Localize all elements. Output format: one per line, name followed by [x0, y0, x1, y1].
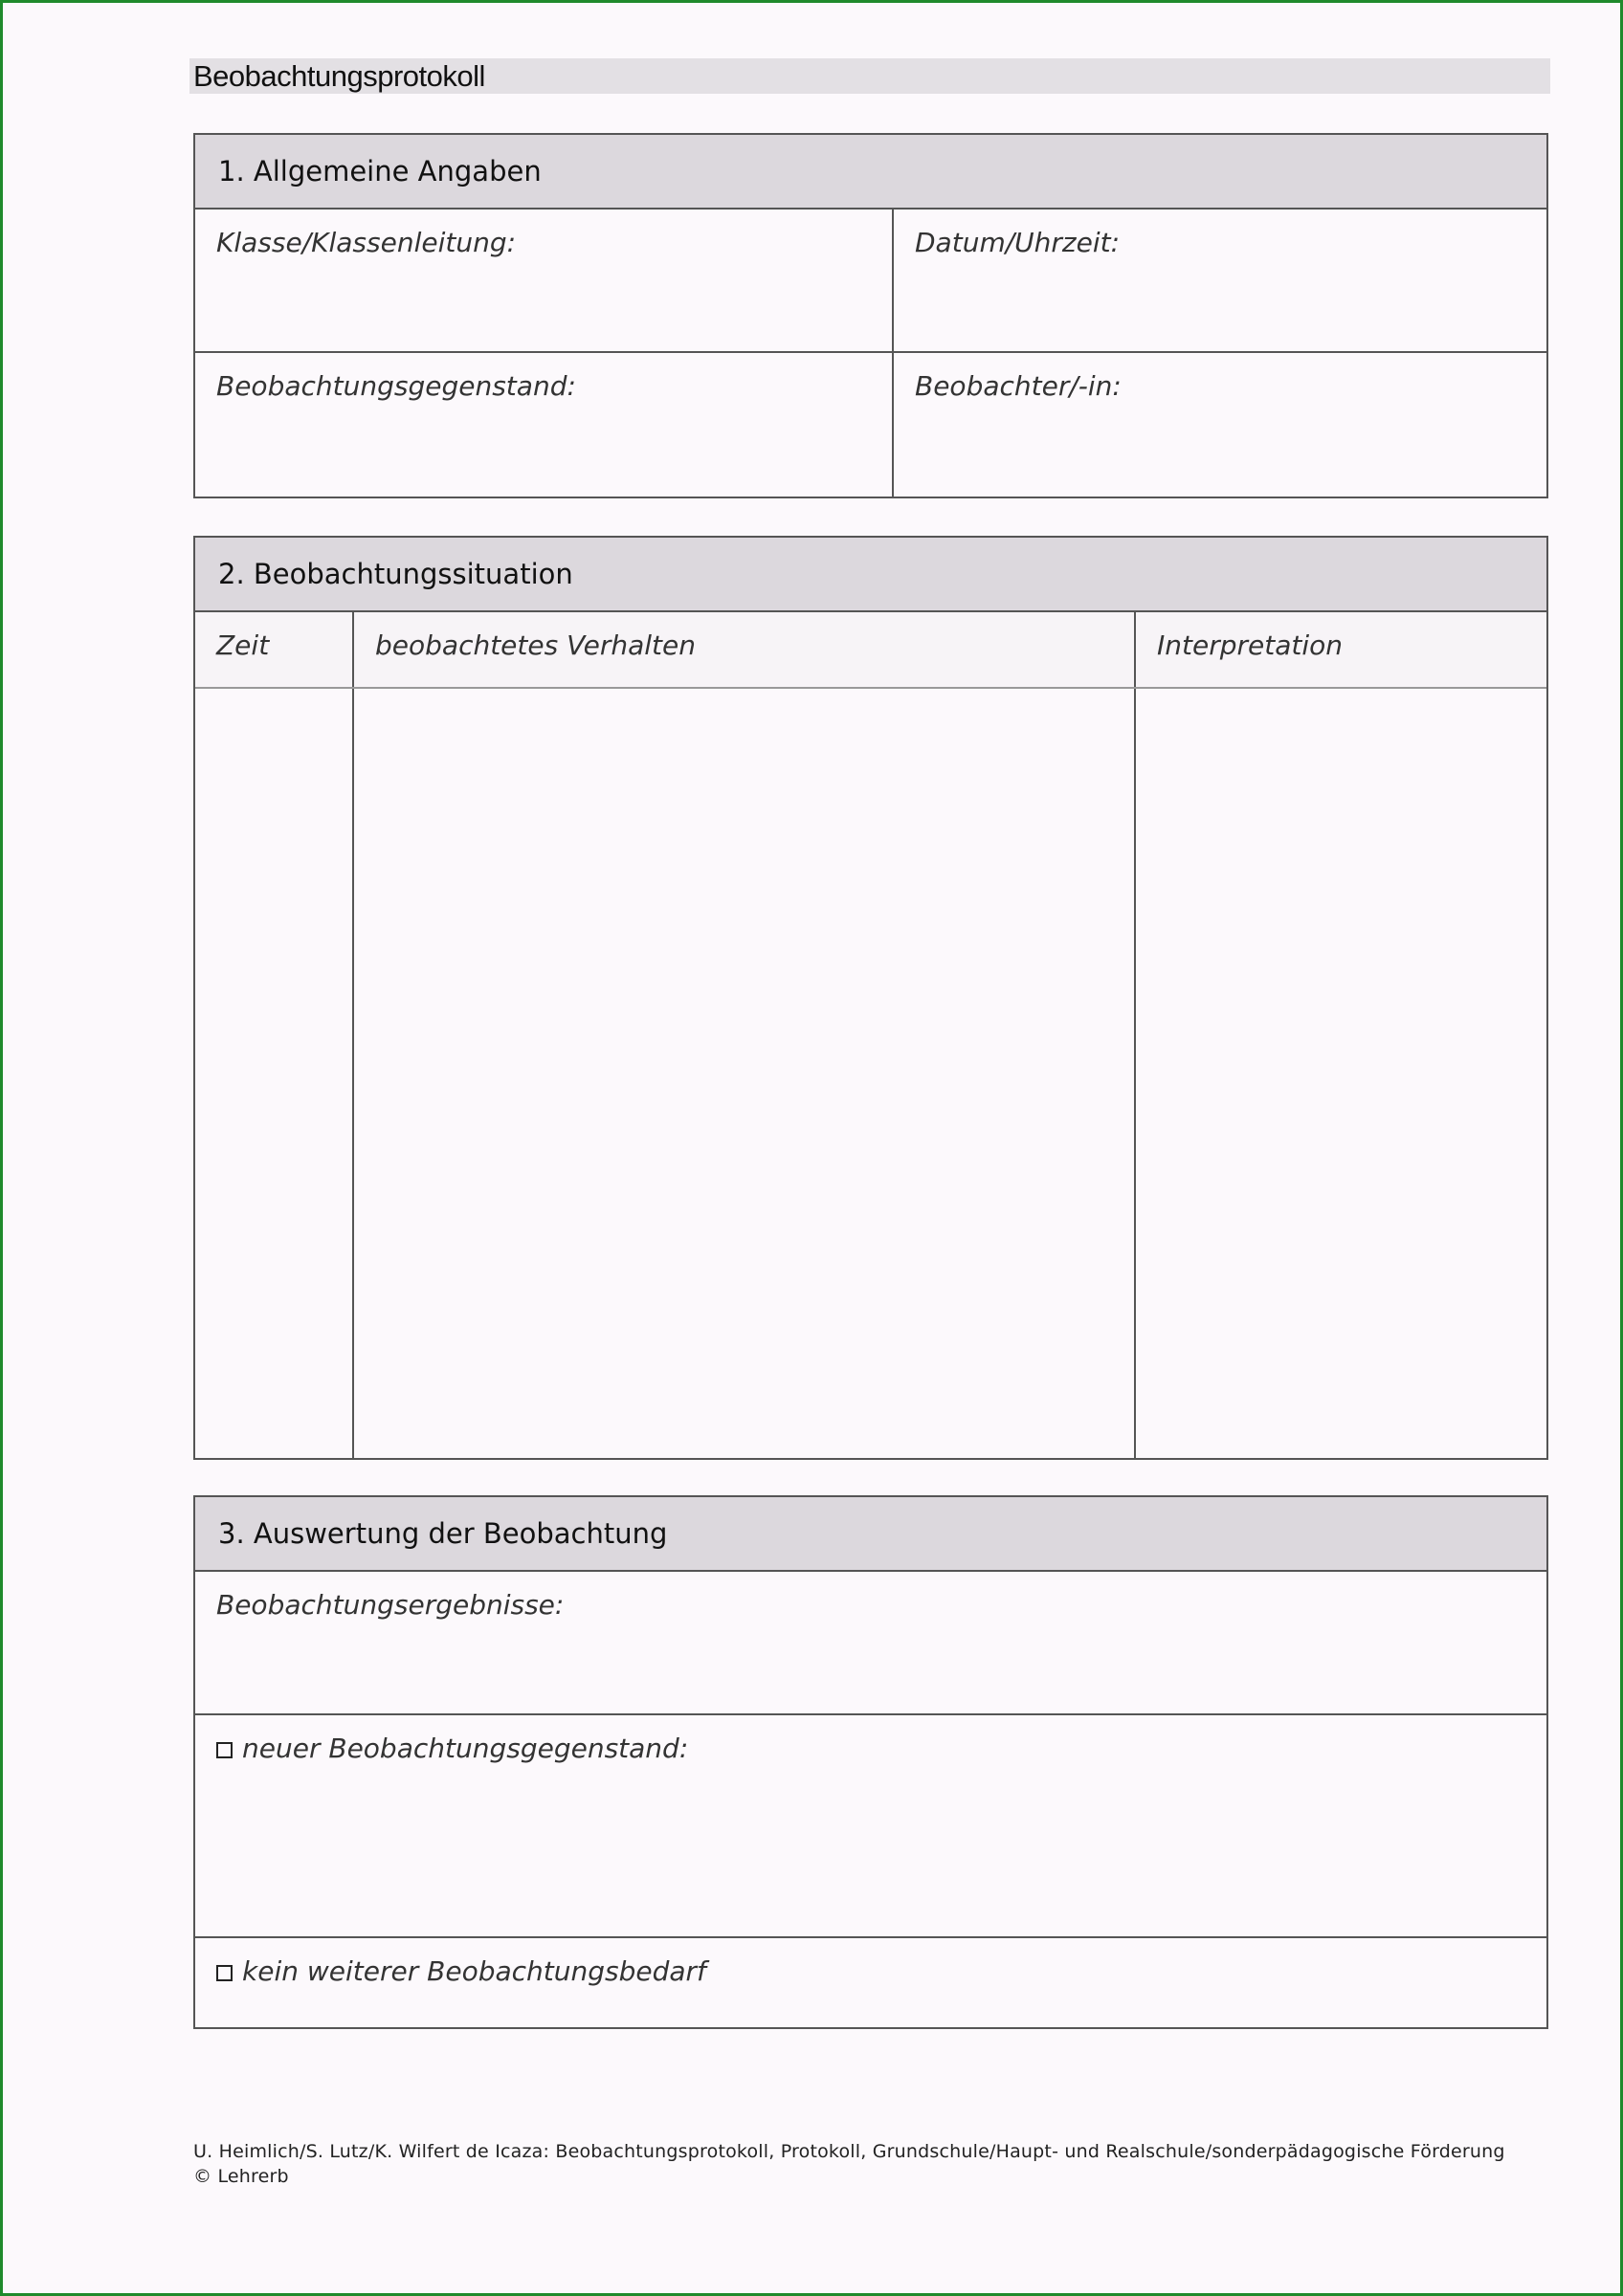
section-observation-situation: [193, 536, 1548, 1460]
checkbox-kein-icon[interactable]: [216, 1965, 233, 1981]
general-info-row-1: [195, 210, 1546, 353]
footer-copyright: © Lehrerb: [193, 2166, 289, 2187]
zeit-entry-area[interactable]: [195, 689, 352, 1460]
field-datum[interactable]: Datum/Uhrzeit:: [892, 210, 1546, 351]
verhalten-entry-area[interactable]: [352, 689, 1134, 1460]
observation-body: [195, 689, 1546, 1460]
section-evaluation: [193, 1495, 1548, 2029]
option-neu-container: [195, 1715, 1546, 1936]
field-beobachter[interactable]: Beobachter/-in:: [892, 353, 1546, 497]
section-evaluation-heading: 3. Auswertung der Beobachtung: [195, 1497, 1546, 1572]
evaluation-row-new-subject: [195, 1715, 1546, 1938]
field-klasse[interactable]: Klasse/Klassenleitung:: [216, 227, 517, 258]
option-kein-container: [195, 1938, 1546, 2027]
document-title: Beobachtungsprotokoll: [189, 58, 1550, 94]
observation-column-headers: [195, 612, 1546, 689]
section-observation-heading: 2. Beobachtungssituation: [195, 538, 1546, 612]
general-info-row-2: [195, 353, 1546, 497]
section-general-info: [193, 133, 1548, 498]
interpretation-entry-area[interactable]: [1134, 689, 1546, 1460]
checkbox-neu-icon[interactable]: [216, 1742, 233, 1758]
column-header-verhalten: beobachtetes Verhalten: [352, 612, 1134, 687]
footer-citation: U. Heimlich/S. Lutz/K. Wilfert de Icaza: Beobachtungsprotokoll, Protokoll, Grundschule/Haupt- und Realschule/sonderpädagogische Förderung: [193, 2141, 1505, 2162]
field-ergebnisse[interactable]: Beobachtungsergebnisse:: [216, 1589, 565, 1621]
column-header-zeit: Zeit: [216, 629, 270, 661]
evaluation-row-results: [195, 1572, 1546, 1715]
section-general-info-heading: 1. Allgemeine Angaben: [195, 135, 1546, 210]
evaluation-row-no-further: [195, 1938, 1546, 2027]
footer: [193, 2139, 1552, 2189]
column-header-interpretation: Interpretation: [1134, 612, 1546, 687]
option-kein-label: kein weiterer Beobachtungsbedarf: [242, 1955, 706, 1987]
field-gegenstand[interactable]: Beobachtungsgegenstand:: [216, 370, 576, 402]
option-neu-label: neuer Beobachtungsgegenstand:: [242, 1733, 689, 1764]
